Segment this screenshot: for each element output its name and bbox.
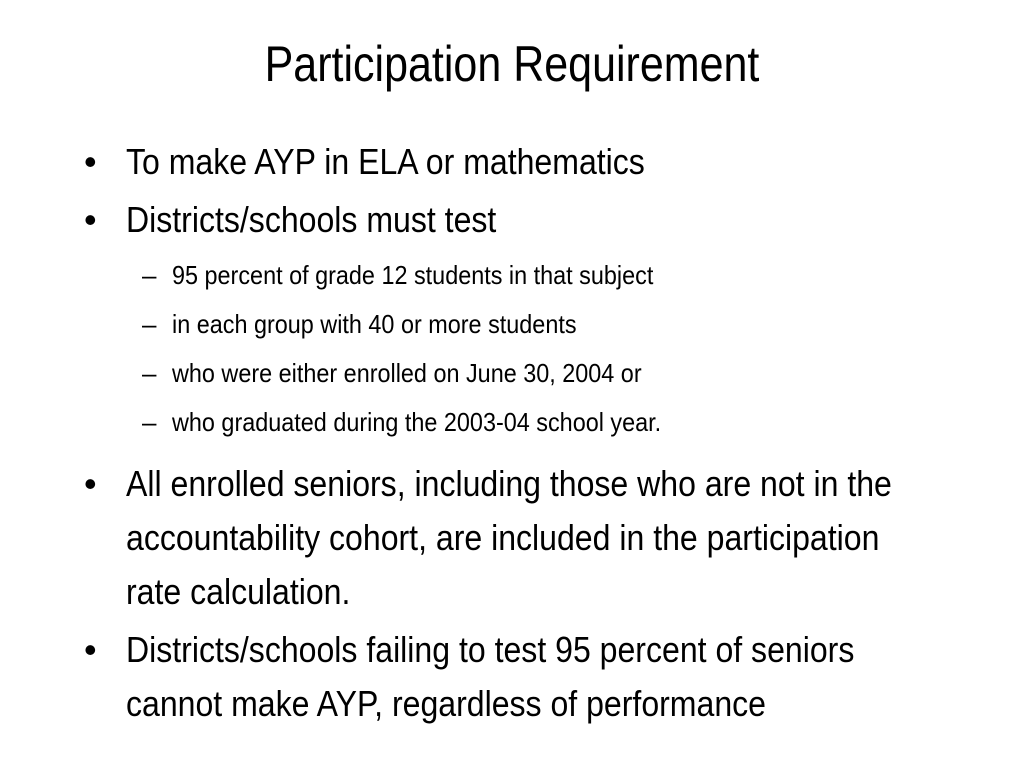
- slide-title: Participation Requirement: [264, 36, 760, 92]
- dash-marker: –: [142, 358, 157, 388]
- bullet-text: Districts/schools must test: [126, 199, 497, 240]
- sub-bullet-item: [84, 251, 1004, 300]
- sub-bullet-item: [84, 398, 1004, 447]
- bullet-text: Districts/schools failing to test 95 percent of seniors cannot make AYP, regardless of performance: [126, 629, 855, 724]
- bullet-item: [84, 193, 1004, 247]
- sub-bullet-list: [84, 251, 1004, 447]
- bullet-item: [84, 623, 1004, 731]
- bullet-marker: •: [84, 629, 97, 670]
- sub-bullet-item: [84, 349, 1004, 398]
- sub-bullet-text: 95 percent of grade 12 students in that subject: [172, 260, 654, 290]
- bullet-item: [84, 135, 1004, 189]
- bullet-marker: •: [84, 199, 97, 240]
- bullet-list: [84, 135, 1004, 735]
- dash-marker: –: [142, 407, 157, 437]
- bullet-text: All enrolled seniors, including those who are not in the accountability cohort, are included in the participation rate calculation.: [126, 463, 892, 612]
- bullet-item: [84, 457, 1004, 619]
- bullet-marker: •: [84, 141, 97, 182]
- dash-marker: –: [142, 260, 157, 290]
- sub-bullet-text: who graduated during the 2003-04 school year.: [172, 407, 662, 437]
- bullet-text: To make AYP in ELA or mathematics: [126, 141, 645, 182]
- sub-bullet-item: [84, 300, 1004, 349]
- sub-bullet-text: in each group with 40 or more students: [172, 309, 577, 339]
- dash-marker: –: [142, 309, 157, 339]
- sub-bullet-text: who were either enrolled on June 30, 2004 or: [172, 358, 642, 388]
- bullet-marker: •: [84, 463, 97, 504]
